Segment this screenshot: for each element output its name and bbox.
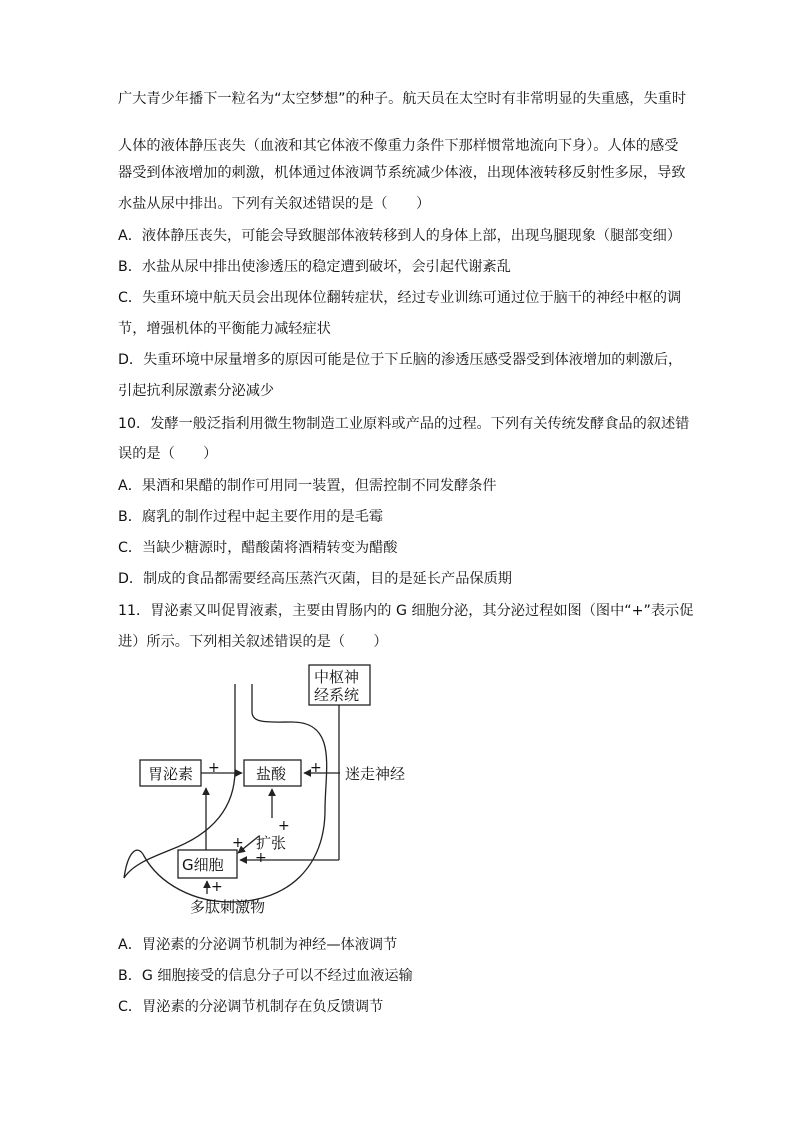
q11-option-b: B．G 细胞接受的信息分子可以不经过血液运输: [118, 968, 413, 984]
plus-sign: +: [211, 879, 223, 895]
q10-option-c: C．当缺少糖源时，醋酸菌将酒精转变为醋酸: [118, 540, 398, 556]
q11-stem-line-2: 进）所示。下列相关叙述错误的是（ ）: [118, 634, 388, 650]
plus-sign: +: [232, 835, 244, 851]
stomach-outline-outer: [124, 684, 327, 902]
q11-stem-line-1: 11．胃泌素又叫促胃液素，主要由胃肠内的 G 细胞分泌，其分泌过程如图（图中“+”表示促: [118, 603, 694, 619]
cns-label-2: 经系统: [314, 686, 360, 704]
q9-stem-line-1: 广大青少年播下一粒名为“太空梦想”的种子。航天员在太空时有非常明显的失重感，失重时: [118, 91, 687, 107]
vagus-nerve-label: 迷走神经: [345, 765, 406, 783]
q10-option-b: B．腐乳的制作过程中起主要作用的是毛霉: [118, 509, 384, 525]
distension-label: 扩张: [256, 834, 287, 852]
q11-option-a: A．胃泌素的分泌调节机制为神经—体液调节: [118, 937, 398, 953]
q9-option-d-line-2: 引起抗利尿激素分泌减少: [118, 383, 275, 399]
q10-option-d: D．制成的食品都需要经高压蒸汽灭菌，目的是延长产品保质期: [118, 571, 512, 587]
plus-sign: +: [208, 760, 220, 776]
q10-stem-line-2: 误的是（ ）: [118, 446, 218, 462]
q10-stem-line-1: 10．发酵一般泛指利用微生物制造工业原料或产品的过程。下列有关传统发酵食品的叙述错: [118, 416, 690, 432]
gastrin-label: 胃泌素: [148, 765, 194, 783]
plus-sign: +: [278, 818, 290, 834]
q9-option-c-line-1: C．失重环境中航天员会出现体位翻转症状，经过专业训练可通过位于脑干的神经中枢的调: [118, 290, 682, 306]
plus-sign: +: [255, 850, 267, 866]
q9-option-d-line-1: D．失重环境中尿量增多的原因可能是位于下丘脑的渗透压感受器受到体液增加的刺激后，: [118, 352, 683, 368]
q10-option-a: A．果酒和果醋的制作可用同一装置，但需控制不同发酵条件: [118, 478, 497, 494]
cns-label-1: 中枢神: [314, 668, 360, 686]
q9-option-c-line-2: 节，增强机体的平衡能力减轻症状: [118, 321, 331, 337]
peptide-stimulant-label: 多肽刺激物: [190, 898, 266, 916]
q9-stem-line-2: 人体的液体静压丧失（血液和其它体液不像重力条件下那样惯常地流向下身）。人体的感受: [118, 138, 679, 154]
q9-option-a: A．液体静压丧失，可能会导致腿部体液转移到人的身体上部，出现鸟腿现象（腿部变细）: [118, 228, 682, 244]
q9-option-b: B．水盐从尿中排出使渗透压的稳定遭到破坏，会引起代谢紊乱: [118, 259, 511, 275]
g-cell-label: G细胞: [182, 856, 224, 874]
hcl-label: 盐酸: [256, 765, 287, 783]
q9-stem-line-4: 水盐从尿中排出。下列有关叙述错误的是（ ）: [118, 196, 431, 212]
q11-option-c: C．胃泌素的分泌调节机制存在负反馈调节: [118, 999, 384, 1015]
plus-sign: +: [310, 760, 322, 776]
gastrin-regulation-diagram: [110, 660, 430, 920]
q9-stem-line-3: 器受到体液增加的刺激，机体通过体液调节系统减少体液，出现体液转移反射性多尿，导致: [118, 165, 686, 181]
